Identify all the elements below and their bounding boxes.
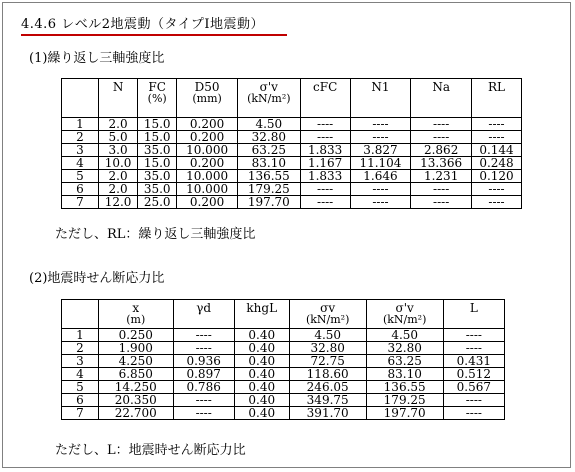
table-cell: 20.350 (99, 394, 174, 407)
column-unit: (%) (147, 92, 167, 105)
table-row (62, 394, 505, 407)
column-name: σ'v (395, 301, 414, 315)
column-unit: (kN/m²) (247, 92, 291, 105)
table-row (62, 342, 505, 355)
section2-col-header (173, 300, 234, 329)
table-cell: 118.60 (289, 368, 366, 381)
table-cell: ---- (472, 183, 522, 196)
table-cell: 5.0 (99, 131, 138, 144)
row-number: 7 (62, 196, 99, 209)
table-cell: 0.786 (173, 381, 234, 394)
table-cell: ---- (350, 196, 411, 209)
table-cell: 0.40 (234, 329, 289, 342)
table-cell: 0.200 (177, 196, 238, 209)
table-cell: 136.55 (366, 381, 443, 394)
table-cell: 2.862 (411, 144, 472, 157)
section1-col-header (62, 79, 99, 118)
table-row (62, 196, 522, 209)
row-number: 6 (62, 183, 99, 196)
table-cell: 15.0 (138, 157, 177, 170)
table-cell: 35.0 (138, 170, 177, 183)
table-cell: 10.0 (99, 157, 138, 170)
column-name: L (469, 301, 478, 315)
table-cell: 32.80 (289, 342, 366, 355)
table-cell: ---- (472, 131, 522, 144)
table-cell: 2.0 (99, 183, 138, 196)
table-cell: 0.40 (234, 355, 289, 368)
table-cell: ---- (350, 118, 411, 131)
table-cell: 4.250 (99, 355, 174, 368)
section2-col-header (289, 300, 366, 329)
table-cell: 10.000 (177, 144, 238, 157)
table-cell: 0.936 (173, 355, 234, 368)
row-number: 4 (62, 368, 99, 381)
section1-col-header (472, 79, 522, 118)
section-heading: 4.4.6 レベル2地震動（タイプⅠ地震動） (21, 17, 264, 32)
table-row (62, 381, 505, 394)
section1-col-header (300, 79, 350, 118)
table-cell: 35.0 (138, 144, 177, 157)
table-cell: 391.70 (289, 407, 366, 420)
table-cell: 0.144 (472, 144, 522, 157)
section1-col-header (350, 79, 411, 118)
table-cell: ---- (300, 118, 350, 131)
table-cell: 1.900 (99, 342, 174, 355)
table-cell: ---- (350, 183, 411, 196)
column-name: x (132, 301, 140, 315)
table-cell: 13.366 (411, 157, 472, 170)
table-cell: 10.000 (177, 170, 238, 183)
table-cell: 2.0 (99, 118, 138, 131)
row-number: 3 (62, 355, 99, 368)
table-row (62, 329, 505, 342)
table-cell: 72.75 (289, 355, 366, 368)
table-cell: 0.897 (173, 368, 234, 381)
row-number: 6 (62, 394, 99, 407)
section1-col-header (411, 79, 472, 118)
table-cell: ---- (472, 196, 522, 209)
table-cell: ---- (350, 131, 411, 144)
section1-col-header (138, 79, 177, 118)
table-cell: 22.700 (99, 407, 174, 420)
section2-col-header (99, 300, 174, 329)
section1-header-row (62, 79, 522, 118)
column-unit: (m) (126, 313, 146, 326)
section2-note: ただし、L：地震時せん断応力比 (55, 443, 246, 458)
table-cell: 1.167 (300, 157, 350, 170)
row-number: 4 (62, 157, 99, 170)
table-cell: 25.0 (138, 196, 177, 209)
table-cell: 0.40 (234, 381, 289, 394)
section2-col-header (62, 300, 99, 329)
table-cell: 1.833 (300, 144, 350, 157)
table-cell: 0.250 (99, 329, 174, 342)
row-number: 7 (62, 407, 99, 420)
section1-note: ただし、RL：繰り返し三軸強度比 (55, 227, 256, 242)
table-cell: ---- (173, 407, 234, 420)
column-unit: (mm) (192, 92, 222, 105)
table-cell: 246.05 (289, 381, 366, 394)
column-name: N (112, 80, 124, 94)
table-cell: ---- (411, 196, 472, 209)
table-cell: 1.646 (350, 170, 411, 183)
table-cell: 63.25 (366, 355, 443, 368)
table-cell: 3.0 (99, 144, 138, 157)
table-cell: 0.120 (472, 170, 522, 183)
section1-col-header (99, 79, 138, 118)
table-row (62, 118, 522, 131)
table-cell: 0.40 (234, 407, 289, 420)
shear-stress-ratio-table (61, 299, 505, 420)
table-cell: 32.80 (366, 342, 443, 355)
table-cell: ---- (411, 118, 472, 131)
section1-col-header (237, 79, 300, 118)
table-cell: 179.25 (366, 394, 443, 407)
table-cell: 4.50 (237, 118, 300, 131)
table-cell: 4.50 (366, 329, 443, 342)
table-cell: 63.25 (237, 144, 300, 157)
table-cell: ---- (443, 394, 504, 407)
column-name: Na (432, 80, 450, 94)
table-cell: 35.0 (138, 183, 177, 196)
row-number: 3 (62, 144, 99, 157)
section1-col-header (177, 79, 238, 118)
table-cell: 0.248 (472, 157, 522, 170)
table-row (62, 157, 522, 170)
section2-col-header (443, 300, 504, 329)
heading-underline (21, 34, 287, 36)
table-cell: 0.200 (177, 157, 238, 170)
table-row (62, 355, 505, 368)
table-cell: 10.000 (177, 183, 238, 196)
section2-col-header (234, 300, 289, 329)
table-cell: 0.40 (234, 394, 289, 407)
table-cell: ---- (173, 394, 234, 407)
table-cell: ---- (173, 342, 234, 355)
row-number: 1 (62, 118, 99, 131)
table-cell: 0.431 (443, 355, 504, 368)
table-cell: 83.10 (237, 157, 300, 170)
table-row (62, 144, 522, 157)
table-cell: 0.40 (234, 342, 289, 355)
section2-header-row (62, 300, 505, 329)
table-cell: ---- (443, 342, 504, 355)
section1-title: (1)繰り返し三軸強度比 (29, 51, 165, 66)
table-cell: 3.827 (350, 144, 411, 157)
table-cell: 15.0 (138, 118, 177, 131)
table-cell: 12.0 (99, 196, 138, 209)
column-unit: (kN/m²) (305, 313, 350, 326)
column-name: RL (487, 80, 505, 94)
table-cell: 179.25 (237, 183, 300, 196)
table-cell: ---- (443, 407, 504, 420)
column-name: N1 (371, 80, 390, 94)
table-cell: 1.833 (300, 170, 350, 183)
table-cell: 4.50 (289, 329, 366, 342)
section2-col-header (366, 300, 443, 329)
row-number: 2 (62, 342, 99, 355)
row-number: 5 (62, 381, 99, 394)
table-cell: 32.80 (237, 131, 300, 144)
table-cell: 349.75 (289, 394, 366, 407)
table-cell: ---- (411, 131, 472, 144)
table-cell: 0.567 (443, 381, 504, 394)
table-cell: ---- (411, 183, 472, 196)
column-unit: (kN/m²) (382, 313, 427, 326)
column-name: σv (320, 301, 336, 315)
table-row (62, 170, 522, 183)
table-row (62, 183, 522, 196)
column-name: σ'v (259, 80, 278, 94)
table-row (62, 131, 522, 144)
table-cell: 0.200 (177, 131, 238, 144)
column-name: D50 (194, 80, 220, 94)
table-cell: 197.70 (366, 407, 443, 420)
table-cell: ---- (472, 118, 522, 131)
table-cell: 15.0 (138, 131, 177, 144)
column-name: γd (196, 301, 212, 315)
table-cell: 1.231 (411, 170, 472, 183)
cyclic-strength-table (61, 78, 522, 209)
row-number: 5 (62, 170, 99, 183)
table-cell: 83.10 (366, 368, 443, 381)
table-row (62, 407, 505, 420)
table-cell: ---- (443, 329, 504, 342)
table-cell: 197.70 (237, 196, 300, 209)
column-name: khgL (246, 301, 278, 315)
table-cell: 0.512 (443, 368, 504, 381)
table-cell: 2.0 (99, 170, 138, 183)
table-cell: 6.850 (99, 368, 174, 381)
table-cell: ---- (300, 183, 350, 196)
table-cell: 11.104 (350, 157, 411, 170)
table-cell: 0.200 (177, 118, 238, 131)
table-cell: ---- (173, 329, 234, 342)
row-number: 2 (62, 131, 99, 144)
row-number: 1 (62, 329, 99, 342)
table-cell: 0.40 (234, 368, 289, 381)
column-name: FC (148, 80, 166, 94)
section2-title: (2)地震時せん断応力比 (29, 271, 165, 286)
table-cell: 136.55 (237, 170, 300, 183)
table-row (62, 368, 505, 381)
column-name: cFC (313, 80, 338, 94)
table-cell: ---- (300, 131, 350, 144)
table-cell: 14.250 (99, 381, 174, 394)
document-frame (2, 2, 571, 468)
table-cell: ---- (300, 196, 350, 209)
